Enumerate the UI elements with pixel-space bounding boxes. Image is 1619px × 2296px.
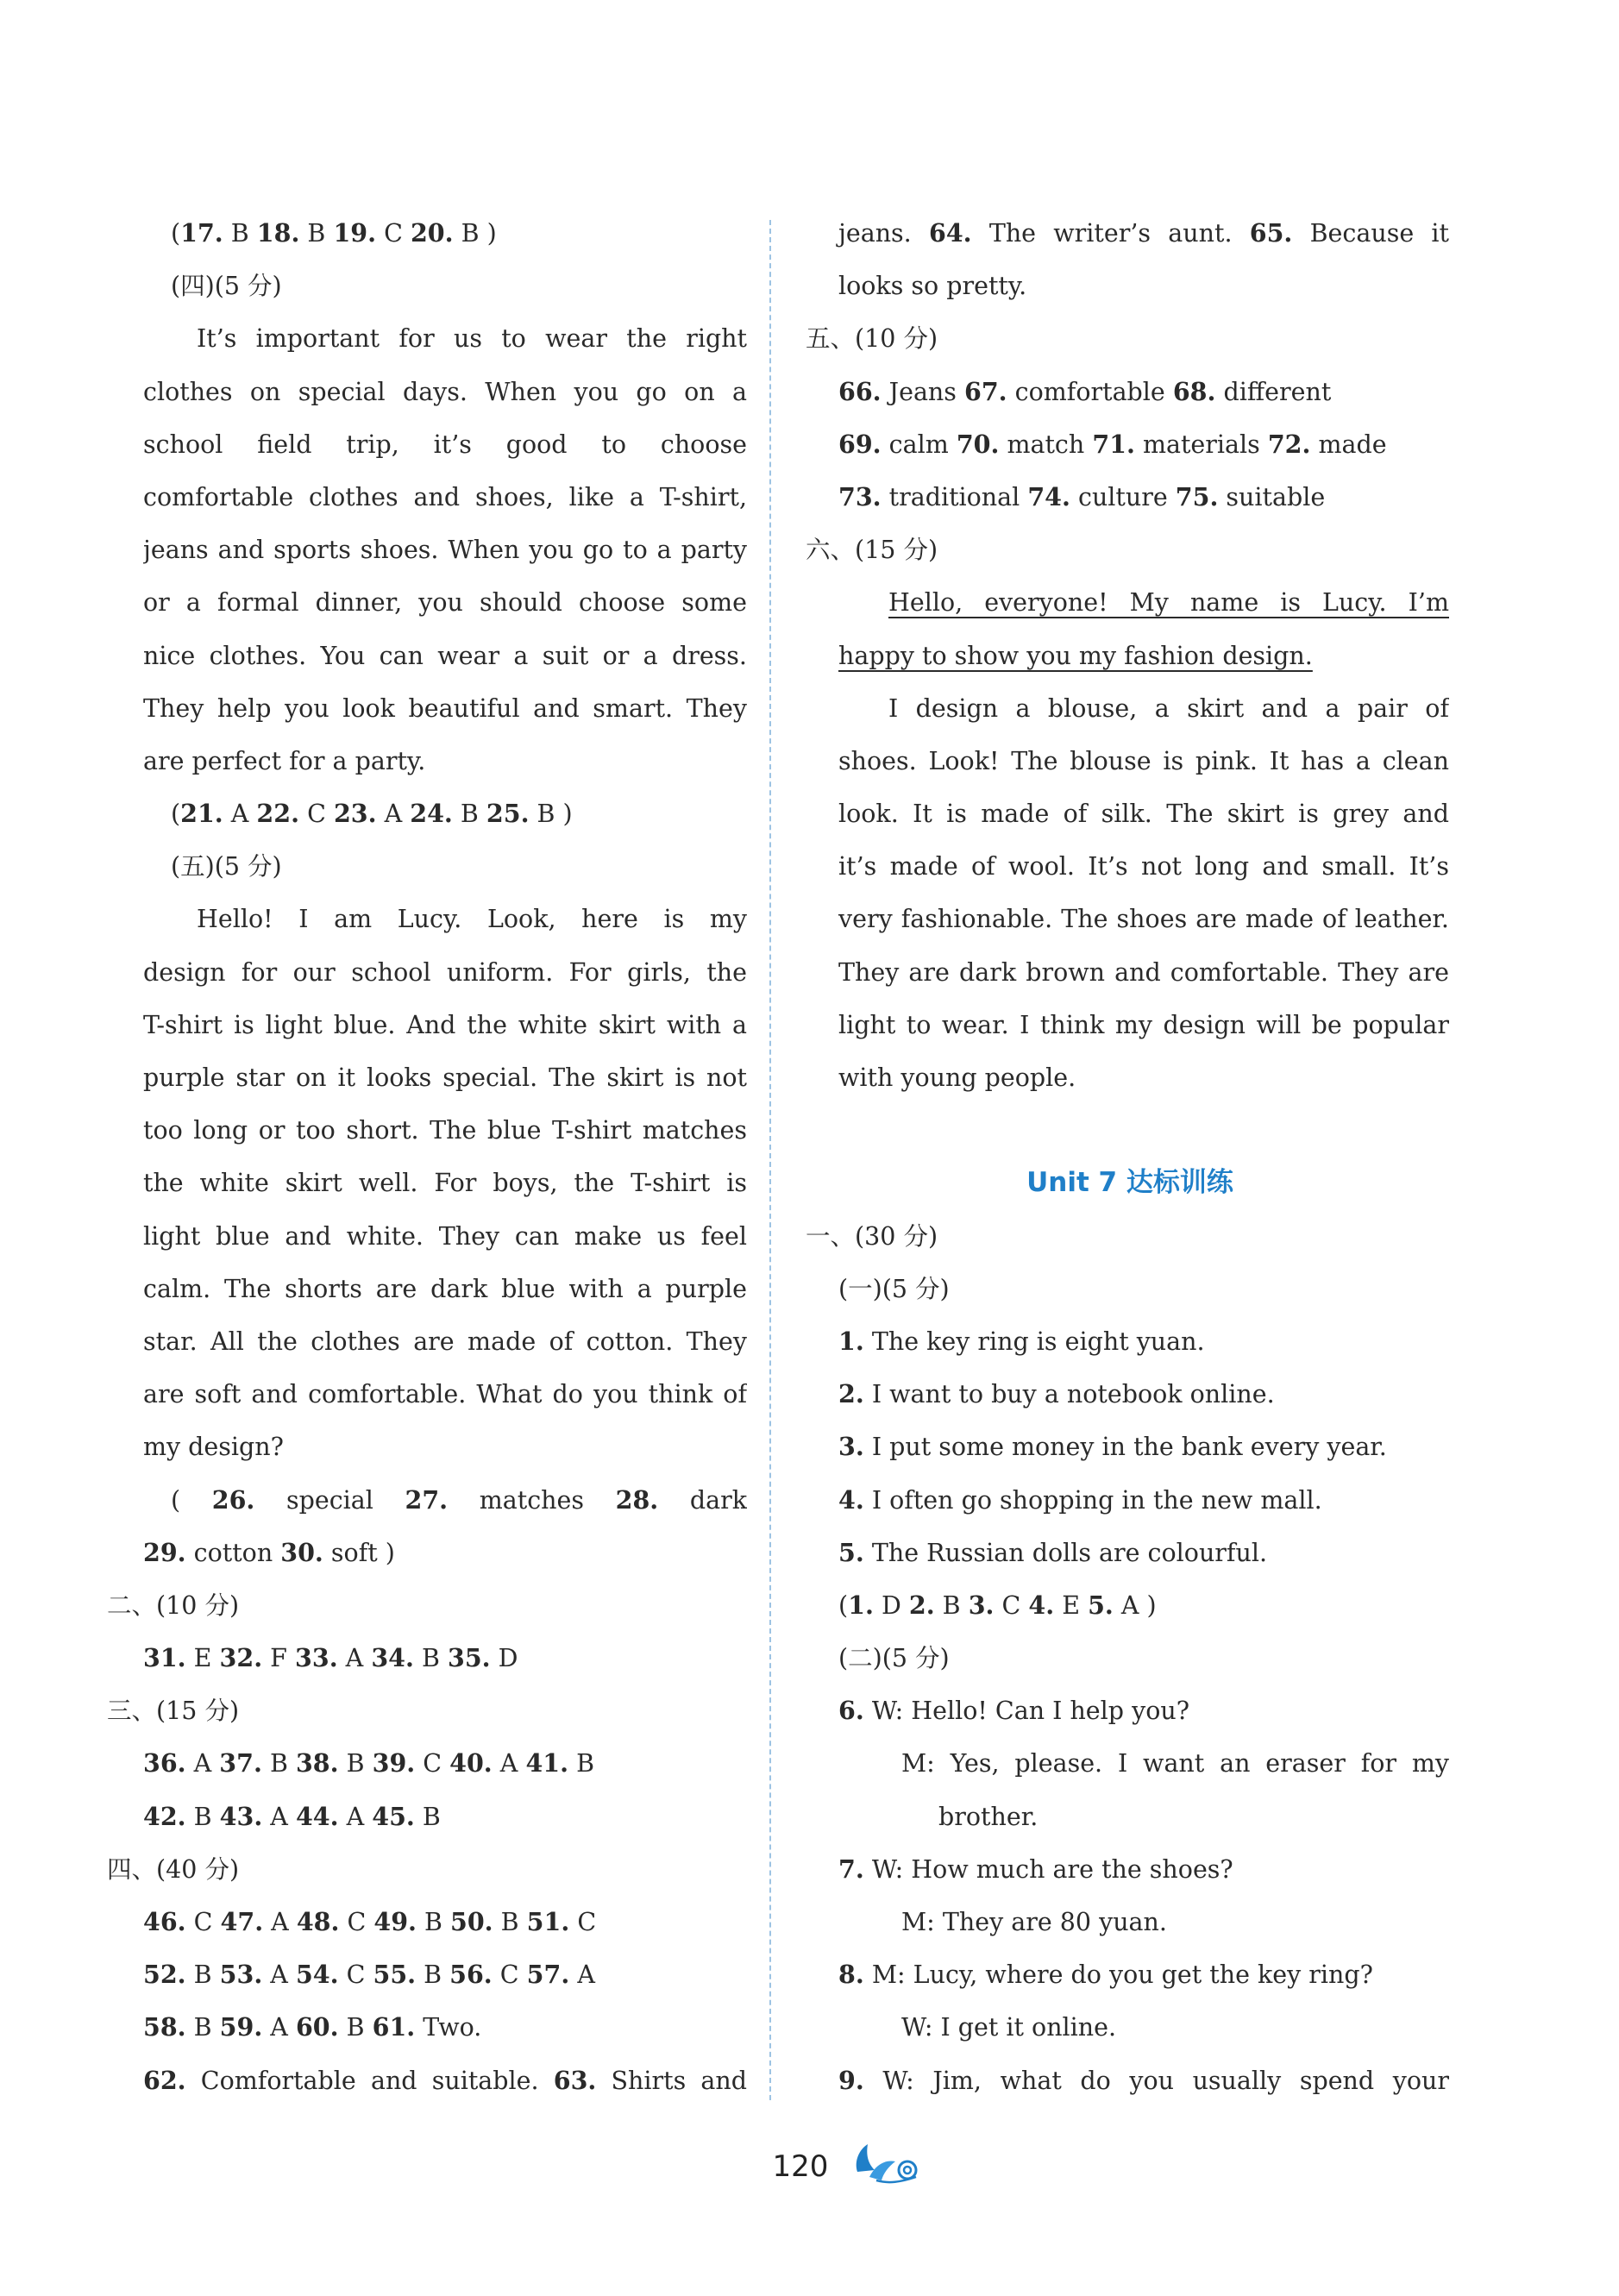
text-line: nice clothes. You can wear a suit or a dress. [143, 641, 747, 670]
text-line: very fashionable. The shoes are made of leather. [838, 905, 1449, 934]
text-line: 58. B 59. A 60. B 61. Two. [143, 2012, 482, 2042]
text-line: 4. I often go shopping in the new mall. [838, 1484, 1322, 1515]
text-line: W: I get it online. [901, 2013, 1117, 2042]
text-line: ( 26. special 27. matches 28. dark [171, 1484, 747, 1515]
text-line: (四)(5 分) [171, 272, 282, 301]
text-line: 7. W: How much are the shoes? [838, 1854, 1233, 1884]
text-line: are perfect for a party. [143, 746, 426, 775]
text-line: are soft and comfortable. What do you think of [143, 1380, 747, 1409]
text-line: 46. C 47. A 48. C 49. B 50. B 51. C [143, 1907, 597, 1936]
left-column [107, 207, 747, 2107]
text-line: jeans and sports shoes. When you go to a party [143, 536, 747, 565]
text-line: look. It is made of silk. The skirt is grey and [838, 800, 1449, 829]
text-line: too long or too short. The blue T-shirt matches [143, 1116, 747, 1145]
text-line: 36. A 37. B 38. B 39. C 40. A 41. B [143, 1748, 595, 1778]
text-line: They help you look beautiful and smart. They [143, 693, 747, 723]
text-line: calm. The shorts are dark blue with a purple [143, 1274, 747, 1303]
text-line: clothes on special days. When you go on a [143, 377, 747, 406]
text-line: 四、(40 分) [107, 1854, 240, 1884]
text-line: M: They are 80 yuan. [901, 1908, 1167, 1936]
text-line: 3. I put some money in the bank every year. [838, 1432, 1387, 1462]
text-line: happy to show you my fashion design. [838, 641, 1313, 670]
text-line: 三、(15 分) [107, 1697, 240, 1726]
text-line: 一、(30 分) [806, 1221, 938, 1251]
text-line: M: Yes, please. I want an eraser for my [901, 1749, 1449, 1778]
text-line: 1. The key ring is eight yuan. [838, 1326, 1205, 1356]
text-line: (21. A 22. C 23. A 24. B 25. B ) [171, 799, 573, 829]
text-line: 六、(15 分) [806, 536, 938, 565]
text-line: 8. M: Lucy, where do you get the key ring? [838, 1960, 1373, 1990]
text-line: the white skirt well. For boys, the T-shirt is [143, 1169, 747, 1198]
text-line: (1. D 2. B 3. C 4. E 5. A ) [838, 1590, 1157, 1620]
text-line: design for our school uniform. For girls, the [143, 957, 747, 987]
text-line: 52. B 53. A 54. C 55. B 56. C 57. A [143, 1960, 595, 1990]
text-line: Hello, everyone! My name is Lucy. I’m [888, 588, 1449, 618]
text-line: 5. The Russian dolls are colourful. [838, 1537, 1268, 1567]
page-number: 120 [772, 2149, 829, 2184]
text-line: 6. W: Hello! Can I help you? [838, 1696, 1189, 1726]
text-line: shoes. Look! The blouse is pink. It has a clean [838, 746, 1449, 775]
text-line: light to wear. I think my design will be popular [838, 1010, 1449, 1039]
text-line: (二)(5 分) [838, 1644, 950, 1673]
text-line: 62. Comfortable and suitable. 63. Shirts and [143, 2065, 747, 2095]
text-line: 66. Jeans 67. comfortable 68. different [838, 376, 1332, 406]
text-line: I design a blouse, a skirt and a pair of [888, 693, 1449, 723]
text-line: looks so pretty. [838, 272, 1027, 301]
text-line: comfortable clothes and shoes, like a T-shirt, [143, 482, 747, 511]
text-line: (17. B 18. B 19. C 20. B ) [171, 218, 497, 248]
text-line: 29. cotton 30. soft ) [143, 1537, 395, 1567]
text-line: my design? [143, 1433, 284, 1462]
text-line: They are dark brown and comfortable. They are [838, 957, 1449, 987]
text-line: school field trip, it’s good to choose [143, 430, 747, 459]
text-line: 31. E 32. F 33. A 34. B 35. D [143, 1643, 518, 1673]
text-line: (一)(5 分) [838, 1274, 950, 1303]
text-line: 五、(10 分) [806, 324, 938, 354]
text-line: it’s made of wool. It’s not long and small. It’s [838, 852, 1449, 881]
text-line: 2. I want to buy a notebook online. [838, 1379, 1275, 1409]
text-line: (五)(5 分) [171, 852, 282, 881]
text-line: 73. traditional 74. culture 75. suitable [838, 481, 1326, 511]
text-line: 9. W: Jim, what do you usually spend your [838, 2065, 1449, 2095]
text-line: 69. calm 70. match 71. materials 72. made [838, 429, 1387, 459]
text-line: brother. [938, 1802, 1039, 1831]
text-line: purple star on it looks special. The skirt is not [143, 1063, 747, 1092]
text-line: 二、(10 分) [107, 1590, 240, 1620]
text-line: or a formal dinner, you should choose some [143, 588, 747, 618]
right-column [806, 207, 1449, 2107]
column-divider [769, 220, 771, 2100]
text-line: jeans. 64. The writer’s aunt. 65. Because it [838, 218, 1449, 248]
text-line: star. All the clothes are made of cotton. They [143, 1327, 747, 1356]
swirl-leaf-icon [850, 2137, 928, 2186]
text-line: 42. B 43. A 44. A 45. B [143, 1801, 441, 1831]
unit-title: Unit 7 达标训练 [1026, 1167, 1233, 1199]
text-line: T-shirt is light blue. And the white skirt with a [143, 1010, 747, 1039]
text-line: Hello! I am Lucy. Look, here is my [197, 905, 747, 934]
text-line [811, 1104, 1449, 1157]
text-line: It’s important for us to wear the right [197, 324, 747, 354]
text-line: with young people. [838, 1063, 1076, 1092]
text-line: light blue and white. They can make us feel [143, 1221, 747, 1251]
